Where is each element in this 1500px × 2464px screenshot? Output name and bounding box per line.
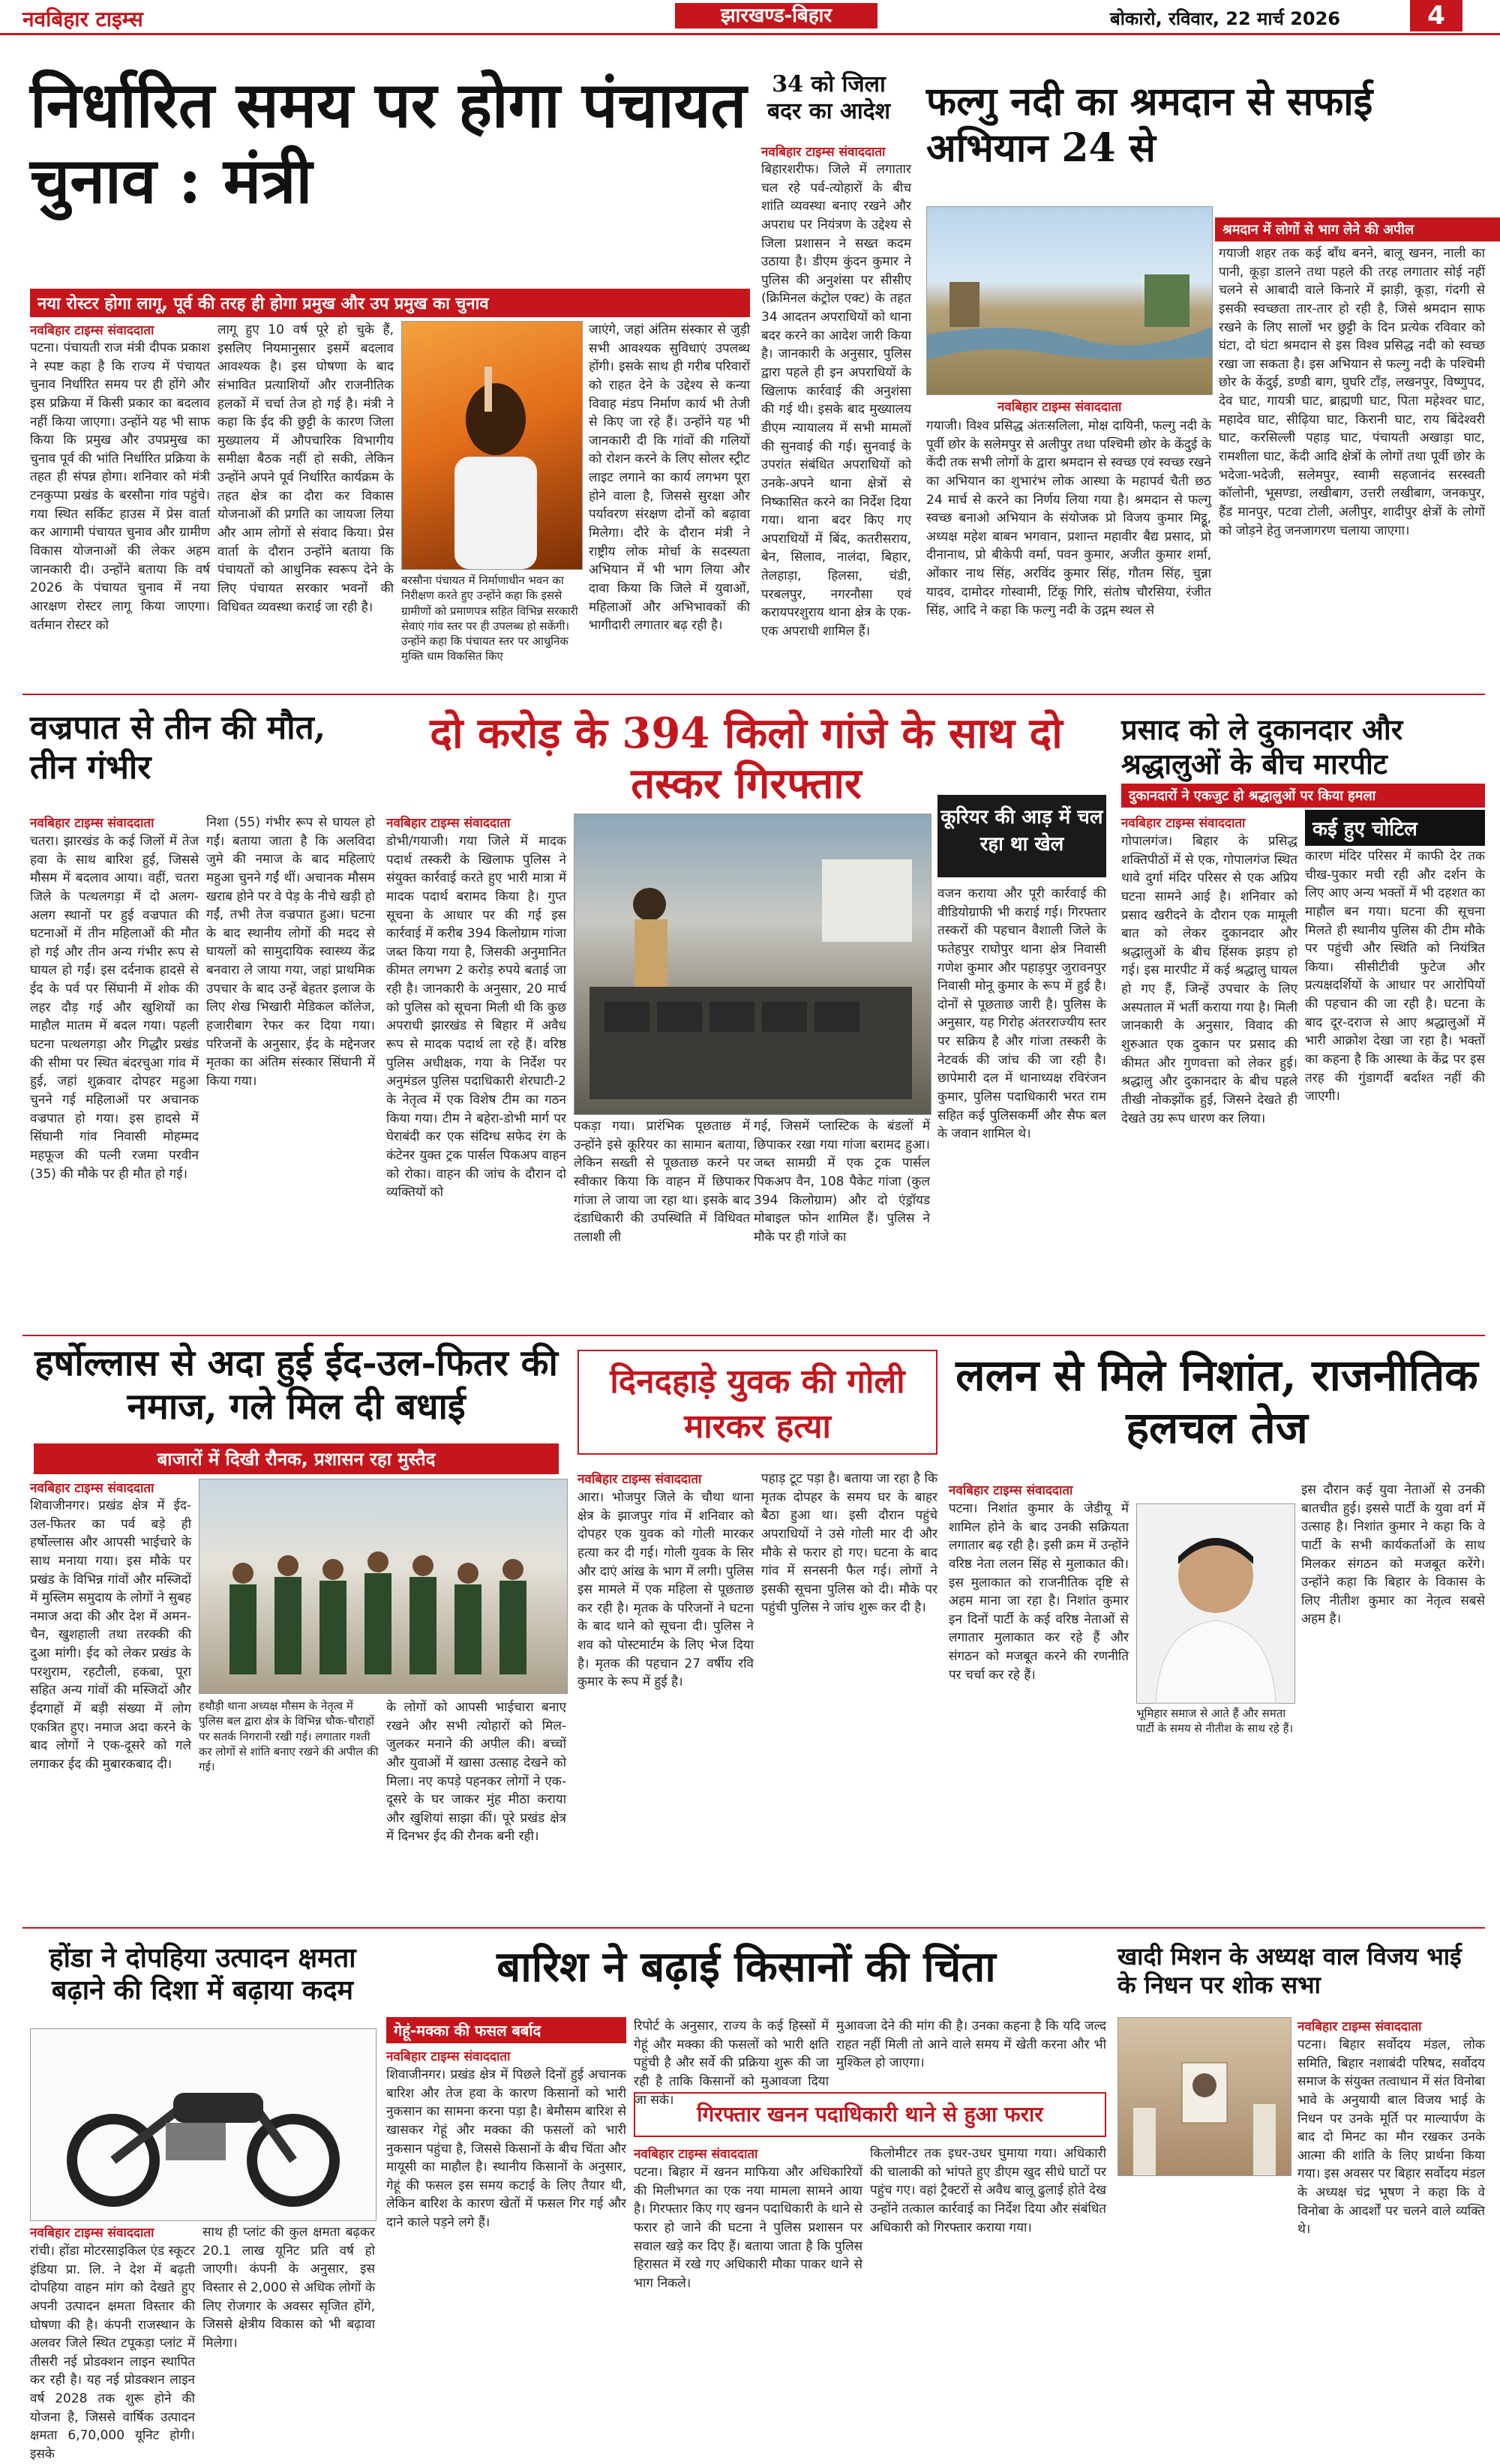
divider bbox=[22, 694, 1485, 695]
eid-strap: बाजारों में दिखी रौनक, प्रशासन रहा मुस्तैद bbox=[34, 1443, 559, 1474]
ganja-headline: दो करोड़ के 394 किलो गांजे के साथ दो तस्कर गिरफ्तार bbox=[430, 709, 1063, 809]
falgu-strap: श्रमदान में लोगों से भाग लेने की अपील bbox=[1215, 217, 1500, 241]
order-byline: नवबिहार टाइम्स संवाददाता bbox=[761, 145, 886, 160]
lalan-headline: ललन से मिले निशांत, राजनीतिक हलचल तेज bbox=[956, 1350, 1478, 1453]
tribute-icon bbox=[1118, 2018, 1291, 2175]
panchayat-body-1: पटना। पंचायती राज मंत्री दीपक प्रकाश ने स्पष्ट कहा है कि राज्य में पंचायत चुनाव निर्धारित समय पर ही होंगे और इस प्रक्रिया में किसी प्रकार का बदलाव नहीं किया जाएगा। उन्होंने यह भी साफ किया कि प्रमुख और उपप्रमुख का चुनाव पूर्व की भांति निर्धारित प्रक्रिया के तहत ही संपन्न होगा। शनिवार को मंत्री टनकुप्पा प्रखंड के बरसौना गांव पहुंचे। गया स्थित सर्किट हाउस में प्रेस वार्ता कर आगामी पंचायत चुनाव और ग्रामीण विकास योजनाओं की लेकर अहम जानकारी दी। उन्होंने बताया कि वर्ष 2026 के पंचायत चुनाव में नया आरक्षण रोस्टर लागू किया जाएगा। वर्तमान रोस्टर को bbox=[30, 340, 210, 633]
panchayat-body-3: जाएंगे, जहां अंतिम संस्कार से जुड़ी सभी आवश्यक सुविधाएं उपलब्ध होंगी। इसके साथ ही गरीब परिवारों को राहत देने के उद्देश्य से कन्या विवाह मंडप निर्माण कार्य भी तेजी से किए जा रहे हैं। उन्होंने यह भी जानकारी दी कि गांवों की गलियों को रोशन करने के लिए सोलर स्ट्रीट लाइट लगाने का कार्य लगभग पूरा होने वाला है, जिससे सुरक्षा और पर्यावरण संरक्षण दोनों को बढ़ावा मिलेगा। दौरे के दौरान मंत्री ने राष्ट्रीय लोक मोर्चा के सदस्यता अभियान में भी भाग लिया और दावा किया कि जिले में युवाओं, महिलाओं और अभिभावकों की भागीदारी लगातार बढ़ रही है। bbox=[589, 322, 750, 634]
falgu-headline: फल्गु नदी का श्रमदान से सफाई अभियान 24 से bbox=[926, 79, 1373, 172]
rain-body-3: मुआवजा देने की मांग की है। उनका कहना है कि यदि जल्द राहत नहीं मिली तो आने वाले समय में खेती करना और भी मुश्किल हो जाएगा। bbox=[836, 2019, 1106, 2071]
section-label: झारखण्ड-बिहार bbox=[675, 3, 878, 28]
lightning-body-2: निशा (55) गंभीर रूप से घायल हो गईं। बताया जाता है कि अलविदा जुमे की नमाज के बाद महिलाएं महुआ चुनने गईं थीं। अचानक मौसम खराब होने पर वे पेड़ के नीचे खड़ी हो गईं, तभी तेज वज्रपात हुआ। घटना के बाद स्थानीय लोगों की मदद से घायलों को सामुदायिक स्वास्थ्य केंद्र बनवारा ले जाया गया, जहां प्राथमिक उपचार के बाद उन्हें बेहतर इलाज के लिए शेख भिखारी मेडिकल कॉलेज, हजारीबाग रेफर कर दिया गया। परिजनों के अनुसार, ईद के मद्देनजर मृतका का अंतिम संस्कार सिंघानी में किया गया। bbox=[206, 815, 375, 1089]
panchayat-photo bbox=[401, 321, 583, 570]
portrait-icon bbox=[1137, 1504, 1294, 1703]
rain-body-1: शिवाजीनगर। प्रखंड क्षेत्र में पिछले दिनों हुई अचानक बारिश और तेज हवा के कारण किसानों को भारी नुकसान का सामना करना पड़ा है। बेमौसम बारिश से खासकर गेहूं और मक्का की फसलों को भारी नुकसान पहुंचा है, जिससे किसानों के बीच चिंता और मायूसी का माहौल है। स्थानीय किसानों के अनुसार, गेहूं की फसल इस समय कटाई के लिए तैयार थी, लेकिन बारिश के कारण खेतों में फसल गिर गई और दाने काले पड़ने लगे हैं। bbox=[386, 2067, 626, 2231]
prasad-byline: नवबिहार टाइम्स संवाददाता bbox=[1121, 816, 1246, 831]
mining-body-1: पटना। बिहार में खनन माफिया और अधिकारियों की मिलीभगत का एक नया मामला सामने आया है। गिरफ्तार किए गए खनन पदाधिकारी के थाने से फरार हो जाने की घटना ने पुलिस प्रशासन पर सवाल खड़े कर दिए हैं। बताया जाता है कि पुलिस हिरासत में रखे गए अधिकारी मौका पाकर थाने से भाग निकले। bbox=[634, 2165, 862, 2291]
honda-body-2: साथ ही प्लांट की कुल क्षमता बढ़कर 20.1 लाख यूनिट प्रति वर्ष हो जाएगी। कंपनी के अनुसार, इस विस्तार से 2,000 से अधिक लोगों के लिए रोजगार के अवसर सृजित होंगे, जिससे क्षेत्रीय विकास को भी बढ़ावा मिलेगा। bbox=[202, 2225, 375, 2351]
divider bbox=[22, 1335, 1485, 1336]
rain-byline: नवबिहार टाइम्स संवाददाता bbox=[386, 2049, 511, 2064]
ganja-body-1: डोभी/गयाजी। गया जिले में मादक पदार्थ तस्करी के खिलाफ पुलिस ने संयुक्त कार्रवाई करते हुए भारी मात्रा में मादक पदार्थ बरामद किया है। गुप्त सूचना के आधार पर की गई इस कार्रवाई में करीब 394 किलोग्राम गांजा जब्त किया गया है, जिसकी अनुमानित कीमत लगभग 2 करोड़ रुपये बताई जा रही है। जानकारी के अनुसार, 20 मार्च को पुलिस को सूचना मिली थी कि कुछ अपराधी झारखंड से बिहार में अवैध रूप से मादक पदार्थ ला रहे हैं। वरिष्ठ पुलिस अधीक्षक, गया के निर्देश पर अनुमंडल पुलिस पदाधिकारी शेरघाटी-2 के नेतृत्व में एक विशेष टीम का गठन किया गया। टीम ने बहेरा-डोभी मार्ग पर घेराबंदी कर एक संदिग्ध सफेद रंग के कंटेनर युक्त ट्रक पार्सल पिकअप वाहन को रोका। वाहन की जांच के दौरान दो व्यक्तियों को bbox=[386, 834, 566, 1201]
honda-body-1: रांची। होंडा मोटरसाइकिल एंड स्कूटर इंडिया प्रा. लि. ने देश में बढ़ती दोपहिया वाहन मांग को देखते हुए अपनी उत्पादन क्षमता विस्तार की घोषणा की है। कंपनी राजस्थान के अलवर जिले स्थित टपूकड़ा प्लांट में तीसरी नई प्रोडक्शन लाइन स्थापित कर रही है। यह नई प्रोडक्शन लाइन वर्ष 2028 तक शुरू होने की योजना है, जिससे वार्षिक उत्पादन क्षमता 6,70,000 यूनिट होगी। इसके bbox=[30, 2244, 195, 2463]
murder-body-2: पहाड़ टूट पड़ा है। बताया जा रहा है कि मृतक दोपहर के समय घर के बाहर बैठा हुआ था। इसी दौरान पहुंचे अपराधियों ने उसे गोली मार दी और मौके से फरार हो गए। घटना के बाद गांव में सनसनी फैल गई। लोगों ने इसकी सूचना पुलिस को दी। मौके पर पहुंची पुलिस ने जांच शुरू कर दी है। bbox=[761, 1471, 938, 1616]
divider bbox=[22, 1927, 1485, 1929]
page-number: 4 bbox=[1410, 0, 1462, 31]
masthead bbox=[0, 0, 1500, 35]
mining-headline: गिरफ्तार खनन पदाधिकारी थाने से हुआ फरार bbox=[634, 2092, 1106, 2137]
lalan-photo-caption: भूमिहार समाज से आते हैं और समता पार्टी के समय से नीतीश के साथ रहे हैं। bbox=[1136, 1707, 1294, 1736]
falgu-river-photo bbox=[926, 206, 1213, 395]
eid-body-1: शिवाजीनगर। प्रखंड क्षेत्र में ईद-उल-फितर का पर्व बड़े ही हर्षोल्लास और आपसी भाईचारे के साथ मनाया गया। इस मौके पर प्रखंड के विभिन्न गांवों और मस्जिदों में मुस्लिम समुदाय के लोगों ने सुबह नमाज अदा की और देश में अमन-चैन, खुशहाली तथा तरक्की की दुआ मांगी। ईद को लेकर प्रखंड के परशुराम, रहटौली, हकबा, पूरा सहित अन्य गांवों की मस्जिदों और ईदगाहों में बड़ी संख्या में लोग एकत्रित हुए। नमाज अदा करने के बाद लोगों ने एक-दूसरे को गले लगाकर ईद की मुबारकबाद दी। bbox=[30, 1498, 191, 1772]
lalan-byline: नवबिहार टाइम्स संवाददाता bbox=[949, 1483, 1073, 1498]
ganja-body-2: पकड़ा गया। प्रारंभिक पूछताछ में उन्होंने इसे कूरियर का सामान बताया, लेकिन सख्ती से पूछताछ करने पर स्वीकार किया कि वाहन में छिपाकर गांजा ले जाया जा रहा था। इसके बाद दंडाधिकारी की उपस्थिति में विधिवत तलाशी ली bbox=[574, 1119, 750, 1245]
panchayat-headline: निर्धारित समय पर होगा पंचायत चुनाव : मंत्री bbox=[30, 67, 747, 217]
rain-body-2: रिपोर्ट के अनुसार, राज्य के कई हिस्सों में गेहूं और मक्का की फसलों को भारी क्षति पहुंची है और सर्वे की प्रक्रिया शुरू की जा रही है ताकि किसानों को मुआवजा दिया जा सके। bbox=[634, 2019, 829, 2108]
order-headline: 34 को जिला बदर का आदेश bbox=[766, 71, 891, 124]
eid-byline: नवबिहार टाइम्स संवाददाता bbox=[30, 1481, 154, 1496]
panchayat-body-2: लागू हुए 10 वर्ष पूरे हो चुके हैं, इसलिए नियमानुसार इसमें बदलाव आवश्यक है। इस घोषणा के बाद संभावित प्रत्याशियों और राजनीतिक हलकों में चर्चा तेज हो गई है। मंत्री ने कहा कि ईद की छुट्टी के कारण जिला मुख्यालय में औपचारिक विभागीय समीक्षा बैठक नहीं हो सकी, लेकिन उन्होंने अपने पूर्व निर्धारित कार्यक्रम के तहत क्षेत्र का दौरा कर विकास योजनाओं की प्रगति का जायजा लिया और आम लोगों से संवाद किया। प्रेस वार्ता के दौरान उन्होंने बताया कि पंचायतों को आधुनिक स्वरूप देने के लिए पंचायत सरकार भवनों की विधिवत व्यवस्था कराई जा रही है। bbox=[218, 322, 394, 615]
ganja-body-3: गई, जिसमें प्लास्टिक के बंडलों में छिपाकर रखा गया गांजा बरामद हुआ। जब्त सामग्री में एक ट्रक पार्सल पिकअप वैन, 108 पैकेट गांजा (कुल 394 किलोग्राम) और दो एंड्रॉयड मोबाइल फोन शामिल हैं। पुलिस ने मौके पर ही गांजे का bbox=[754, 1119, 930, 1245]
honda-headline: होंडा ने दोपहिया उत्पादन क्षमता बढ़ाने की दिशा में बढ़ाया कदम bbox=[49, 1942, 356, 2007]
murder-body-1: आरा। भोजपुर जिले के चौथा थाना क्षेत्र के झाजपुर गांव में शनिवार को दोपहर एक युवक को गोली मारकर हत्या कर दी गई। गोली युवक के सिर और दाएं आंख के भाग में लगी। पुलिस इस मामले में एक महिला से पूछताछ कर रही है। मृतक के परिजनों ने घटना के बाद थाने को सूचना दी। पुलिस ने शव को पोस्टमार्टम के लिए भेज दिया है। मृतक की पहचान 27 वर्षीय रवि कुमार के रूप में हुई है। bbox=[578, 1490, 754, 1690]
khadi-headline: खादी मिशन के अध्यक्ष वाल विजय भाई के निधन पर शोक सभा bbox=[1118, 1942, 1462, 2000]
lalan-body-1: पटना। निशांत कुमार के जेडीयू में शामिल होने के बाद उनकी सक्रियता लगातार बढ़ रही है। इसी क्रम में उन्होंने वरिष्ठ नेता ललन सिंह से मुलाकात की। इस मुलाकात को राजनीतिक दृष्टि से अहम माना जा रहा है। निशांत कुमार इन दिनों पार्टी के कई वरिष्ठ नेताओं से लगातार मुलाकात कर रहे हैं और संगठन को मजबूत करने की रणनीति पर चर्चा कर रहे हैं। bbox=[949, 1501, 1129, 1683]
lightning-body-1: चतरा। झारखंड के कई जिलों में तेज हवा के साथ बारिश हुई, जिससे मौसम में बदलाव आया। वहीं, चतरा जिले के पत्थलगड़ा में दो अलग-अलग स्थानों पर हुई वज्रपात की घटनाओं में तीन महिलाओं की मौत हो गई और तीन अन्य गंभीर रूप से घायल हो गईं। इस दर्दनाक हादसे से ईद के पर्व पर सिंघानी में शोक की लहर दौड़ गई और खुशियों का माहौल मातम में बदल गया। पहली घटना पत्थलगड़ा और गिद्धौर प्रखंड की सीमा पर स्थित बंदरचुआ गांव में हुई, जहां शुक्रवार दोपहर महुआ चुनने गई महिलाओं पर अचानक वज्रपात हो गया। इस हादसे में सिंघानी गांव निवासी मोहम्मद महफूज की पत्नी रजमा परवीन (35) की मौके पर ही मौत हो गई। bbox=[30, 834, 199, 1182]
lalan-body-2: इस दौरान कई युवा नेताओं से उनकी बातचीत हुई। इससे पार्टी के युवा वर्ग में उत्साह है। निशांत कुमार ने कहा कि वे पार्टी के सभी कार्यकर्ताओं के साथ मिलकर संगठन को मजबूत करेंगे। उन्होंने कहा कि बिहार के विकास के लिए नीतीश कुमार का नेतृत्व सबसे अहम है। bbox=[1301, 1482, 1485, 1627]
rain-headline: बारिश ने बढ़ाई किसानों की चिंता bbox=[496, 1942, 996, 1992]
falgu-byline: नवबिहार टाइम्स संवाददाता bbox=[998, 400, 1122, 415]
seized-packets-icon bbox=[574, 814, 931, 1114]
ganja-body-4: वजन कराया और पूरी कार्रवाई की वीडियोग्राफी भी कराई गई। गिरफ्तार तस्करों की पहचान वैशाली जिले के फतेहपुर राघोपुर थाना क्षेत्र निवासी गणेश कुमार और पहाड़पुर जुरावनपुर निवासी मोनू कुमार के रूप में हुई है। दोनों से पूछताछ जारी है। पुलिस के अनुसार, यह गिरोह अंतरराज्यीय स्तर पर सक्रिय है और गांजा तस्करी के नेटवर्क की जांच की जा रही है। छापेमारी दल में थानाध्यक्ष रविरंजन कुमार, पुलिस पदाधिकारी भरत राम सहित कई पुलिसकर्मी और सैफ बल के जवान शामिल थे। bbox=[938, 886, 1106, 1142]
mining-byline: नवबिहार टाइम्स संवाददाता bbox=[634, 2147, 758, 2162]
ganja-seizure-photo bbox=[574, 814, 932, 1115]
panchayat-photo-caption: बरसौना पंचायत में निर्माणाधीन भवन का निरीक्षण करते हुए उन्होंने कहा कि इससे ग्रामीणों को प्रमाणपत्र सहित विभिन्न सरकारी सेवाएं गांव स्तर पर ही उपलब्ध हो सकेंगी। उन्होंने कहा कि पंचायत स्तर पर आधुनिक मुक्ति धाम विकसित किए bbox=[401, 574, 578, 664]
murder-byline: नवबिहार टाइम्स संवाददाता bbox=[578, 1472, 702, 1487]
lightning-byline: नवबिहार टाइम्स संवाददाता bbox=[30, 816, 154, 831]
eid-photo bbox=[199, 1479, 568, 1694]
prasad-body-1: गोपालगंज। बिहार के प्रसिद्ध शक्तिपीठों में से एक, गोपालगंज स्थित थावे दुर्गा मंदिर परिसर से एक अप्रिय घटना सामने आई है। शनिवार को प्रसाद खरीदने के दौरान एक मामूली बात को लेकर दुकानदार और श्रद्धालुओं के बीच हिंसक झड़प हो गई। इस मारपीट में कई श्रद्धालु घायल हो गए हैं, जिन्हें उपचार के लिए अस्पताल में भर्ती कराया गया है। मिली जानकारी के अनुसार, विवाद की शुरुआत एक दुकान पर प्रसाद की कीमत और गुणवत्ता को लेकर हुई। श्रद्धालु और दुकानदार के बीच पहले तीखी नोकझोंक हुई, जिसने देखते ही देखते उग्र रूप धारण कर लिया। bbox=[1121, 834, 1298, 1126]
honda-bike-photo bbox=[30, 2028, 376, 2221]
ganja-byline: नवबिहार टाइम्स संवाददाता bbox=[386, 816, 511, 831]
prasad-headline: प्रसाद को ले दुकानदार और श्रद्धालुओं के बीच मारपीट bbox=[1121, 712, 1403, 781]
khadi-photo bbox=[1118, 2017, 1292, 2176]
river-icon bbox=[927, 207, 1212, 394]
prasad-strap: दुकानदारों ने एकजुट हो श्रद्धालुओं पर किया हमला bbox=[1121, 784, 1485, 808]
people-group-icon bbox=[200, 1479, 567, 1693]
ganja-box: कूरियर की आड़ में चल रहा था खेल bbox=[938, 795, 1106, 877]
minister-photo-icon bbox=[402, 322, 582, 569]
dateline: बोकारो, रविवार, 22 मार्च 2026 bbox=[1110, 8, 1341, 29]
lalan-photo bbox=[1136, 1503, 1295, 1704]
mining-body-2: किलोमीटर तक इधर-उधर घुमाया गया। अधिकारी की चालाकी को भांपते हुए डीएम खुद सीधे घाटों पर पहुंच गए। वहां ट्रैक्टरों से अवैध बालू ढुलाई होते देख उन्होंने तत्काल कार्रवाई का निर्देश दिया और संबंधित अधिकारी को गिरफ्तार कराया गया। bbox=[870, 2146, 1106, 2235]
eid-headline: हर्षोल्लास से अदा हुई ईद-उल-फितर की नमाज, गले मिल दी बधाई bbox=[34, 1342, 558, 1428]
order-body: बिहारशरीफ। जिले में लगातार चल रहे पर्व-त्योहारों के बीच शांति व्यवस्था बनाए रखने और अपराध पर नियंत्रण के उद्देश्य से जिला प्रशासन ने सख्त कदम उठाया है। डीएम कुंदन कुमार ने पुलिस की अनुशंसा पर सीसीए (क्रिमिनल कंट्रोल एक्ट) के तहत 34 आदतन अपराधियों को थाना बदर करने का आदेश जारी किया है। जानकारी के अनुसार, पुलिस द्वारा पहले ही इन अपराधियों के खिलाफ कार्रवाई की अनुशंसा की गई थी। इसके बाद मुख्यालय डीएम न्यायालय में सभी मामलों की सुनवाई की गई। सुनवाई के उपरांत संबंधित अपराधियों को उनके-अपने थाना क्षेत्रों से निष्कासित करने का निर्देश दिया गया। थाना बदर किए गए अपराधियों में बिंद, कतरीसराय, बेन, सिलाव, नालंदा, बिहार, तेलहाड़ा, हिलसा, चंडी, परबलपुर, नगरनौसा एवं करायपरशुराय थाना क्षेत्र के एक-एक अपराधी शामिल हैं। bbox=[761, 162, 911, 640]
eid-photo-caption: हथौड़ी थाना अध्यक्ष मौसम के नेतृत्व में पुलिस बल द्वारा क्षेत्र के विभिन्न चौक-चौराहों पर सतर्क निगरानी रखी गई। लगातार गश्ती कर लोगों से शांति बनाए रखने की अपील की गई। bbox=[199, 1699, 379, 1773]
khadi-body-1: पटना। बिहार सर्वोदय मंडल, लोक समिति, बिहार नशाबंदी परिषद, सर्वोदय समाज के संयुक्त तत्वाधान में संत विनोबा भावे के अनुयायी बाल विजय भाई के निधन पर उनके मूर्ति पर माल्यार्पण के बाद दो मिनट का मौन रखकर उनके आत्मा की शांति के लिए प्रार्थना किया गया। इस अवसर पर बिहार सर्वोदय मंडल के अध्यक्ष चंद्र भूषण ने कहा कि वे विनोबा के आदर्शों पर चलने वाले व्यक्ति थे। bbox=[1298, 2037, 1485, 2238]
rain-strap: गेहूं-मक्का की फसल बर्बाद bbox=[386, 2017, 626, 2043]
lightning-headline: वज्रपात से तीन की मौत, तीन गंभीर bbox=[30, 709, 326, 787]
panchayat-strap: नया रोस्टर होगा लागू, पूर्व की तरह ही होगा प्रमुख और उप प्रमुख का चुनाव bbox=[30, 289, 750, 317]
murder-headline: दिनदहाड़े युवक की गोली मारकर हत्या bbox=[578, 1350, 938, 1455]
panchayat-byline: नवबिहार टाइम्स संवाददाता bbox=[30, 323, 154, 338]
prasad-sub: कई हुए चोटिल bbox=[1305, 810, 1485, 846]
eid-body-2: के लोगों को आपसी भाईचारा बनाए रखने और सभी त्योहारों को मिल-जुलकर मनाने की अपील की। बच्चों और युवाओं में खासा उत्साह देखने को मिला। नए कपड़े पहनकर लोगों ने एक-दूसरे के घर जाकर मुंह मीठा कराया और खुशियां साझा कीं। पूरे प्रखंड क्षेत्र में दिनभर ईद की रौनक बनी रही। bbox=[386, 1700, 566, 1845]
khadi-byline: नवबिहार टाइम्स संवाददाता bbox=[1298, 2019, 1422, 2034]
falgu-body-1: गयाजी। विश्व प्रसिद्ध अंतःसलिला, मोक्ष दायिनी, फल्गु नदी के पूर्वी छोर के सलेमपुर से अलीपुर तथा पश्चिमी छोर के केंदुई के केंदी तक सभी लोगों के द्वारा श्रमदान से स्वच्छ एवं स्वच्छ रखने का अभियान का शुभारंभ लोक आस्था के महापर्व चैती छठ 24 मार्च से करने का निर्णय लिया गया है। श्रमदान से फल्गु स्वच्छ बनाओ अभियान के संयोजक प्रो विजय कुमार मिट्ठू, अध्यक्ष महेश बाबन भगवान, प्रशान्त महावीर बैद्य प्रसाद, प्रो दीनानाथ, प्रो बीकेपी वर्मा, पवन कुमार, अजीत कुमार शर्मा, ओंकार नाथ सिंह, अरविंद कुमार सिंह, गौतम सिंह, चुन्ना यादव, दामोदर गोस्वामी, टिंकू गिरि, संतोष चौरसिया, रंजीत सिंह, आदि ने कहा कि फल्गु नदी के उद्गम स्थल से bbox=[926, 418, 1211, 619]
motorcycle-icon bbox=[31, 2029, 376, 2220]
paper-name: नवबिहार टाइम्स bbox=[22, 7, 143, 31]
prasad-body-2: कारण मंदिर परिसर में काफी देर तक चीख-पुकार मची रही और दर्शन के लिए आए अन्य भक्तों में भी दहशत का माहौल बन गया। घटना की सूचना मिलते ही स्थानीय पुलिस की टीम मौके पर पहुंची और स्थिति को नियंत्रित किया। सीसीटीवी फुटेज और प्रत्यक्षदर्शियों के आधार पर आरोपियों की पहचान की जा रही है। घटना के बाद दूर-दराज से आए श्रद्धालुओं में भारी आक्रोश देखा जा रहा है। भक्तों का कहना है कि आस्था के केंद्र पर इस तरह की गुंडागर्दी बर्दाश्त नहीं की जाएगी। bbox=[1305, 849, 1485, 1105]
falgu-body-2: गयाजी शहर तक कई बाँध बनने, बालू खनन, नाली का पानी, कूड़ा डालने तथा पहले की तरह लगातार सोई नहीं चलने से आबादी वाले किनारे में झाड़ी, कूड़ा, गंदगी से इसकी स्वच्छता तार-तार हो रही है, जिसे श्रमदान साफ रखने के लिए सालों भर छुट्टी के दिन प्रत्येक रविवार को घंटा, दो घंटा श्रमदान से इस विश्व प्रसिद्ध नदी को स्वच्छ रखा जा सकता है। इस अभियान से फल्गु नदी के पश्चिमी छोर के केंदुई, डण्डी बाग, घुघरि टाँड़, लखनपुर, विष्णुपद, देव घाट, गायत्री घाट, ब्राह्मणी घाट, पिता महेश्वर घाट, महादेव घाट, सीढ़िया घाट, किरानी घाट, राय बिंदेश्वरी घाट, करसिल्ली पहाड़ घाट, पंचायती अखाड़ा घाट, रामशीला घाट, केंदी आदि क्षेत्रों के लोगों तथा पूर्वी छोर के भदेजा-भदेजी, सलेमपुर, स्वामी सहजानंद सरस्वती कॉलोनी, भूसण्डा, लखीबाग, उत्तरी लखीबाग, जनकपुर, हैंड मानपुर, पटवा टोली, अलीपुर, शादीपुर क्षेत्रों के लोगों को जोड़ने हेतु जनजागरण चलाया जाएगा। bbox=[1219, 246, 1485, 538]
honda-byline: नवबिहार टाइम्स संवाददाता bbox=[30, 2226, 154, 2241]
